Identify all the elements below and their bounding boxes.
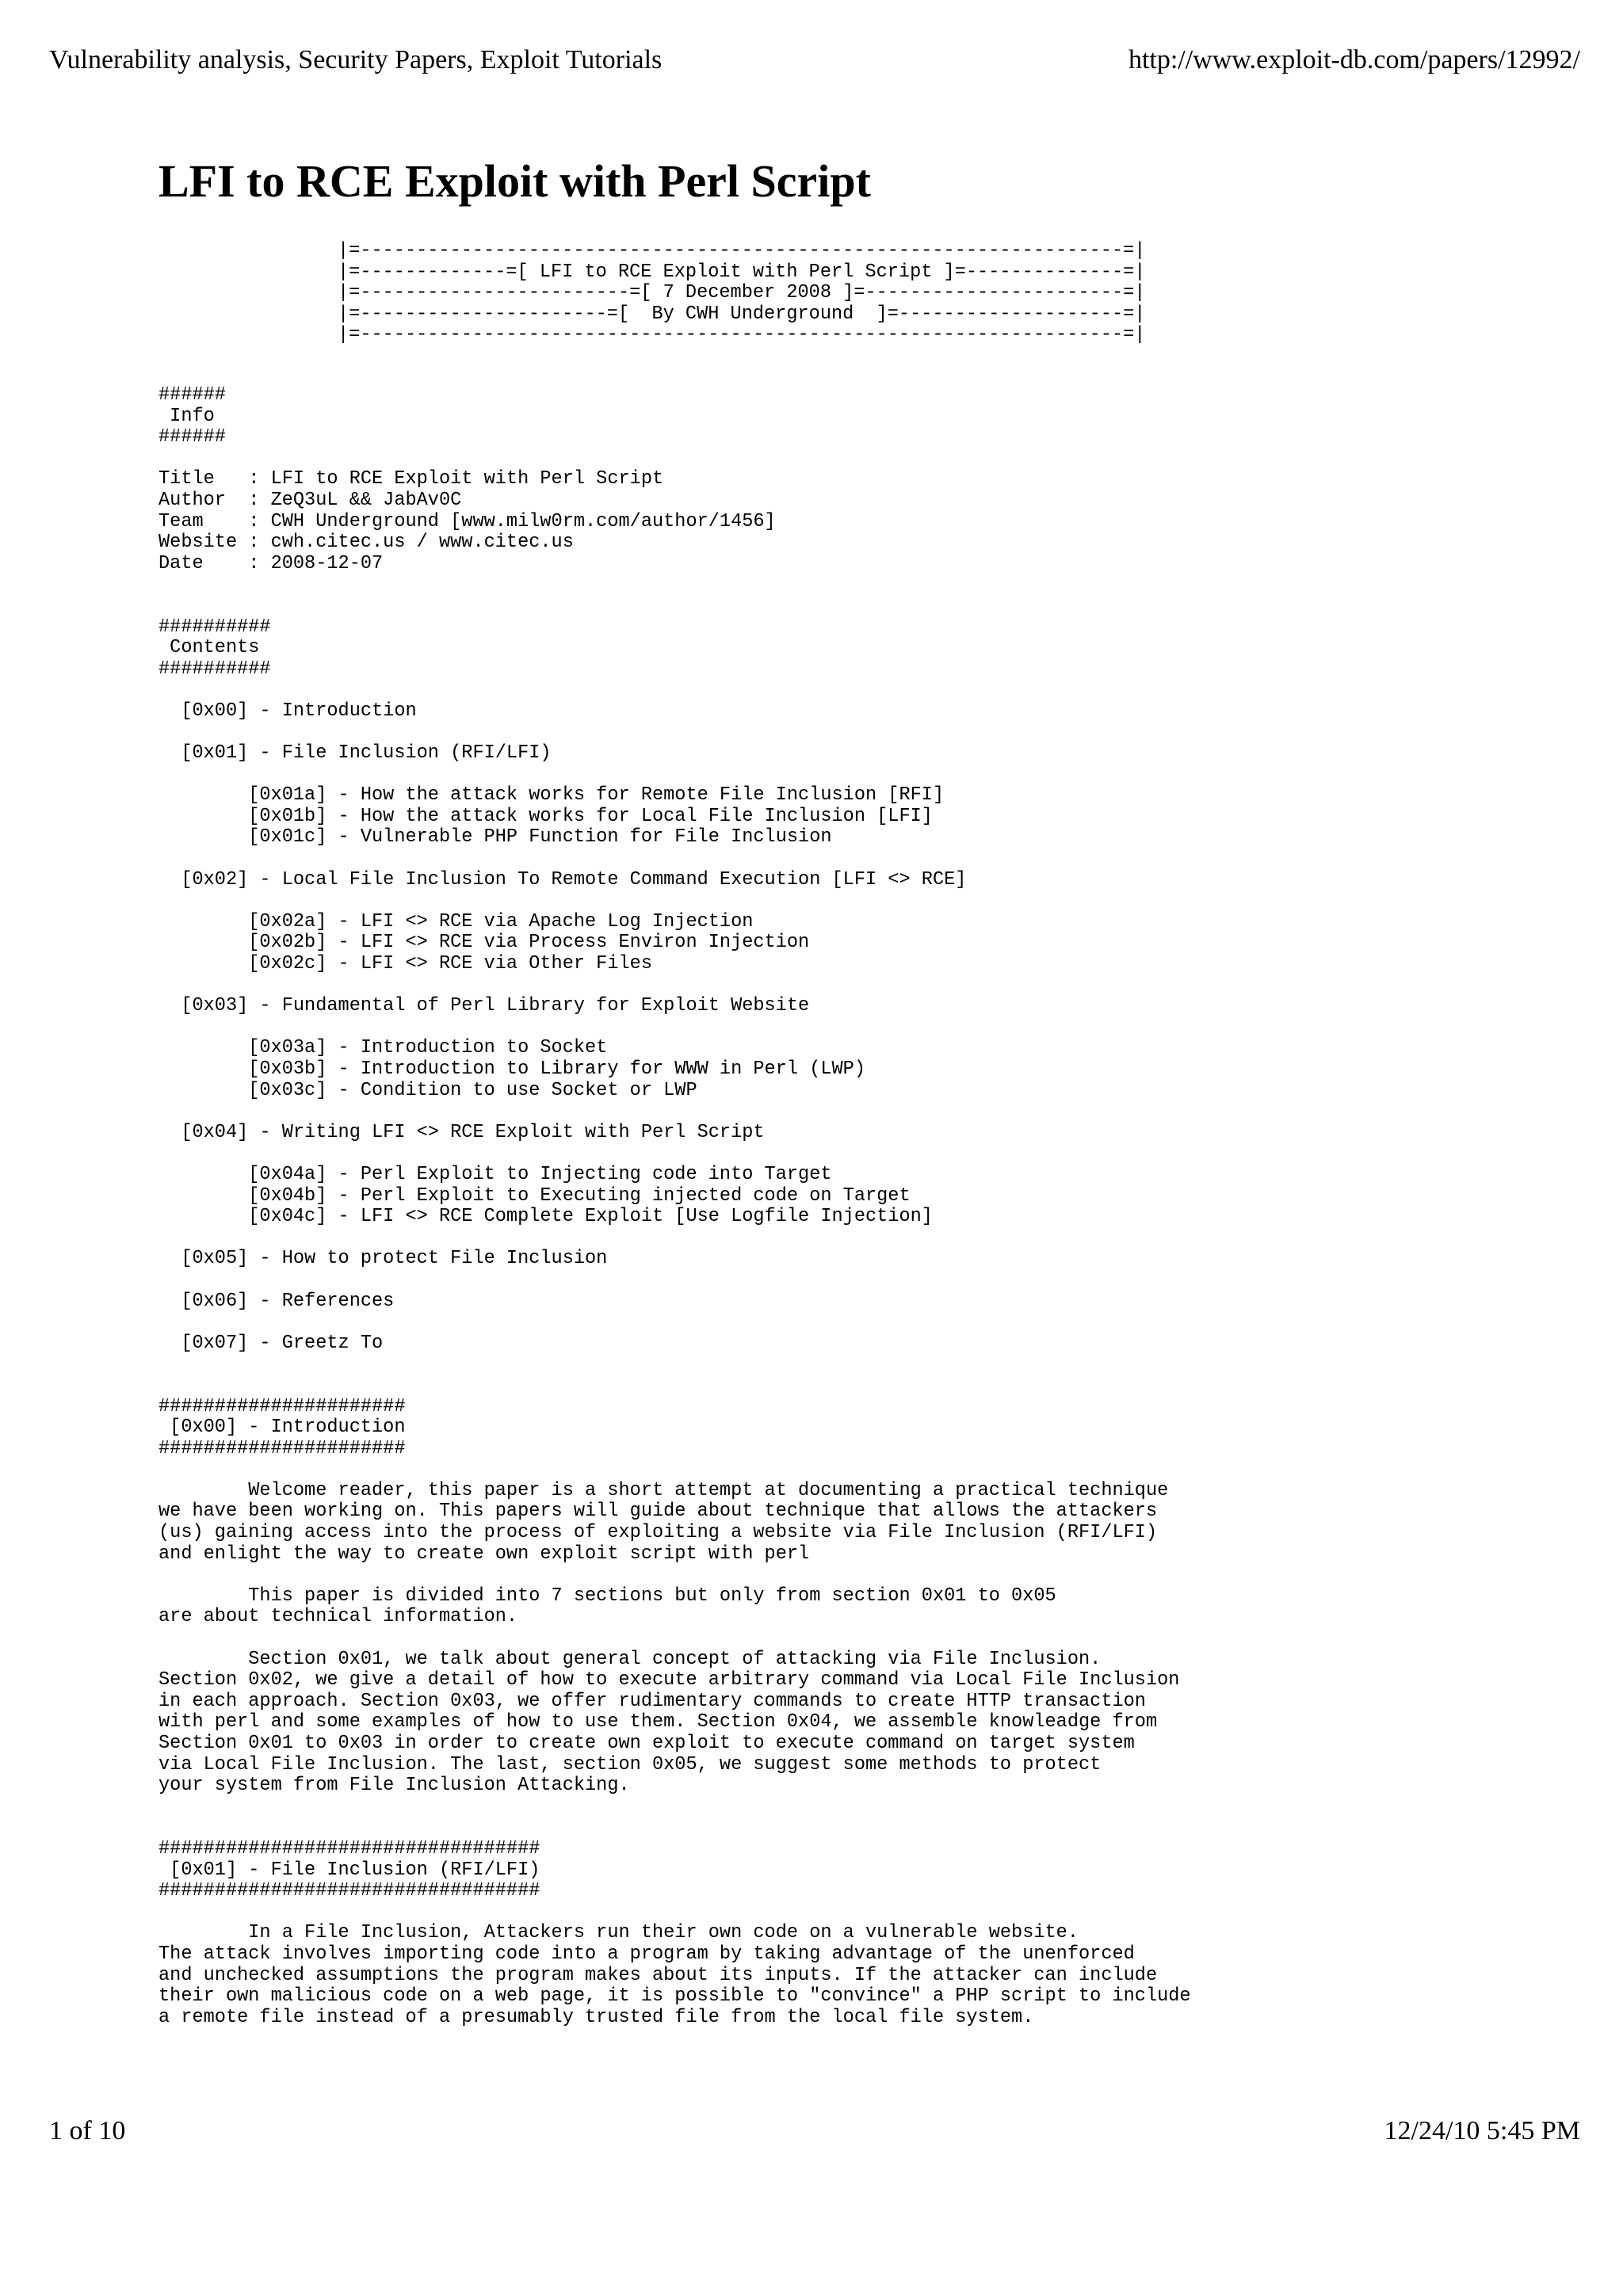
page-url[interactable]: http://www.exploit-db.com/papers/12992/: [1128, 45, 1580, 74]
page-title: LFI to RCE Exploit with Perl Script: [158, 155, 871, 207]
page-indicator: 1 of 10: [49, 2116, 126, 2145]
print-timestamp: 12/24/10 5:45 PM: [1384, 2116, 1580, 2145]
site-title: Vulnerability analysis, Security Papers, Exploit Tutorials: [49, 45, 663, 74]
title-banner: |=--------------------------------------------------------------------=| |=-------------=[ LFI to RCE Exploit with Perl Script ]=--------------=| |=------------------------=[ 7 December 2008 ]=-----------------------=| |=----------------------=[ By CWH Underground ]=--------------------=| |=--------------------------------------------------------------------=|: [338, 240, 1146, 346]
paper-body: ###### Info ###### Title : LFI to RCE Exploit with Perl Script Author : ZeQ3uL && JabAv0C Team : CWH Underground [www.milw0rm.com/author/1456] Website : cwh.citec.us / www.citec.us Date : 2008-12-07 ########## Contents ########## [0x00] - Introduction [0x01] - File Inclusion (RFI/LFI) [0x01a] - How the attack works for Remote File Inclusion [RFI] [0x01b] - How the attack works for Local File Inclusion [LFI] [0x01c] - Vulnerable PHP Function for File Inclusion [0x02] - Local File Inclusion To Remote Command Execution [LFI <> RCE] [0x02a] - LFI <> RCE via Apache Log Injection [0x02b] - LFI <> RCE via Process Environ Injection [0x02c] - LFI <> RCE via Other Files [0x03] - Fundamental of Perl Library for Exploit Website [0x03a] - Introduction to Socket [0x03b] - Introduction to Library for WWW in Perl (LWP) [0x03c] - Condition to use Socket or LWP [0x04] - Writing LFI <> RCE Exploit with Perl Script [0x04a] - Perl Exploit to Injecting code into Target [0x04b] - Perl Exploit to Executing injected code on Target [0x04c] - LFI <> RCE Complete Exploit [Use Logfile Injection] [0x05] - How to protect File Inclusion [0x06] - References [0x07] - Greetz To ###################### [0x00] - Introduction ###################### Welcome reader, this paper is a short attempt at documenting a practical technique we have been working on. This papers will guide about technique that allows the attackers (us) gaining access into the process of exploiting a website via File Inclusion (RFI/LFI) and enlight the way to create own exploit script with perl This paper is divided into 7 sections but only from section 0x01 to 0x05 are about technical information. Section 0x01, we talk about general concept of attacking via File Inclusion. Section 0x02, we give a detail of how to execute arbitrary command via Local File Inclusion in each approach. Section 0x03, we offer rudimentary commands to create HTTP transaction with perl and some examples of how to use them. Section 0x04, we assemble knowleadge from Section 0x01 to 0x03 in order to create own exploit to execute command on target system via Local File Inclusion. The last, section 0x05, we suggest some methods to protect your system from File Inclusion Attacking. ################################## [0x01] - File Inclusion (RFI/LFI) ################################## In a File Inclusion, Attackers run their own code on a vulnerable website. The attack involves importing code into a program by taking advantage of the unenforced and unchecked assumptions the program makes about its inputs. If the attacker can include their own malicious code on a web page, it is possible to "convince" a PHP script to include a remote file instead of a presumably trusted file from the local file system.: [158, 384, 1191, 2028]
